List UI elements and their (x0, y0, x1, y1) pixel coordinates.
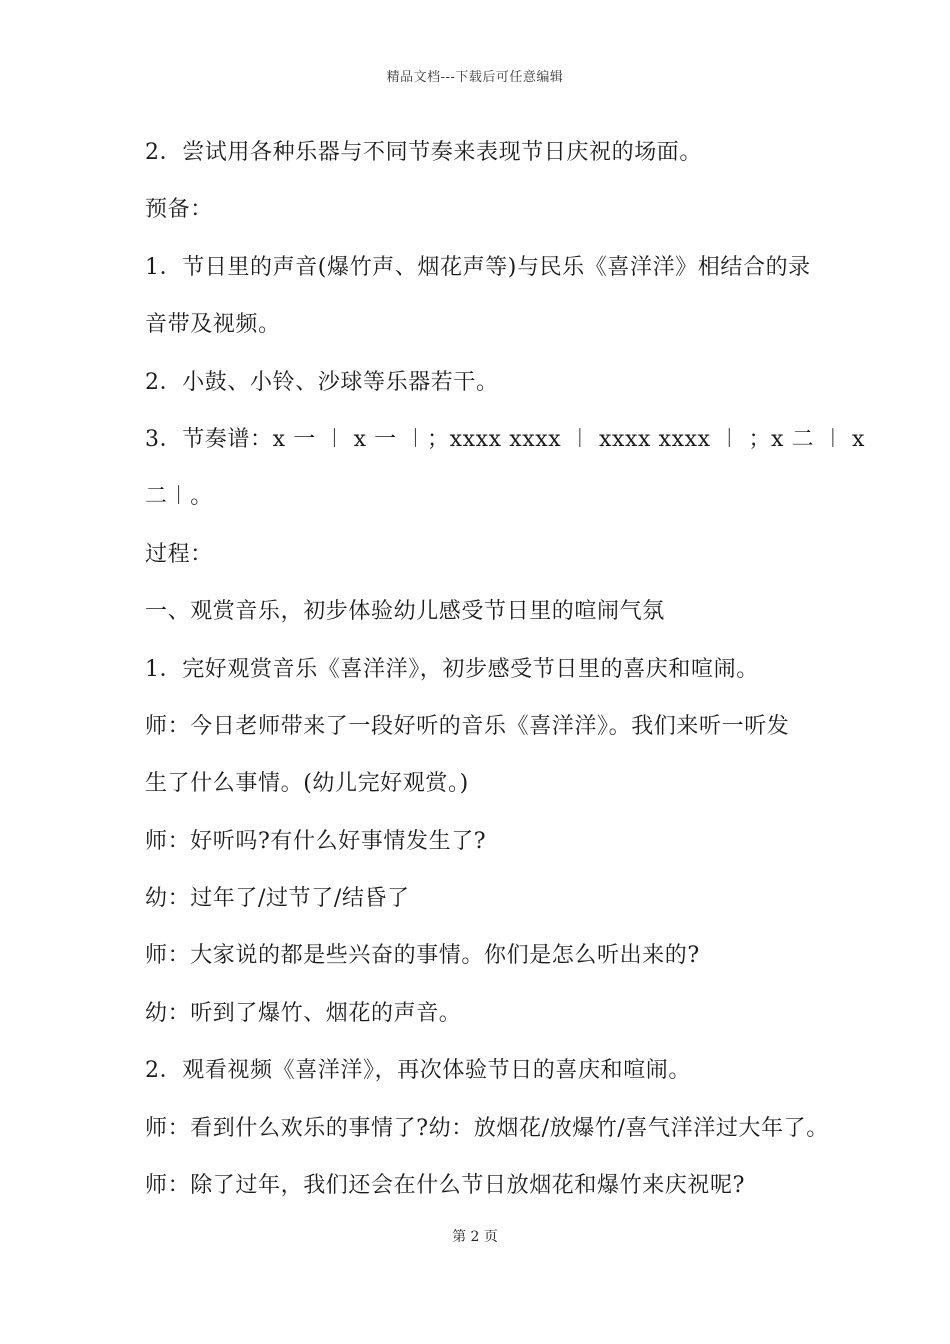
body-line: 音带及视频。 (145, 312, 281, 338)
body-line: 2．小鼓、小铃、沙球等乐器若干。 (145, 369, 499, 395)
dialogue-line: 师：看到什么欢乐的事情了?幼：放烟花/放爆竹/喜气洋洋过大年了。 (145, 1115, 829, 1141)
dialogue-line: 幼：听到了爆竹、烟花的声音。 (145, 1000, 462, 1026)
dialogue-line: 师：好听吗?有什么好事情发生了? (145, 828, 487, 854)
body-line: 1．节日里的声音(爆竹声、烟花声等)与民乐《喜洋洋》相结合的录 (145, 254, 811, 280)
page-number: 第 2 页 (452, 1229, 498, 1245)
section-heading: 过程： (145, 541, 213, 567)
page-header: 精品文档---下载后可任意编辑 (386, 70, 564, 85)
body-line: 2．尝试用各种乐器与不同节奏来表现节日庆祝的场面。 (145, 140, 702, 165)
body-line: 2．观看视频《喜洋洋》，再次体验节日的喜庆和喧闹。 (145, 1058, 691, 1084)
document-body (145, 128, 866, 1218)
body-line: 预备： (145, 197, 213, 223)
dialogue-line: 师：大家说的都是些兴奋的事情。你们是怎么听出来的? (145, 943, 700, 969)
dialogue-line: 师：今日老师带来了一段好听的音乐《喜洋洋》。我们来听一听发 (145, 713, 790, 739)
body-line: 1．完好观赏音乐《喜洋洋》，初步感受节日里的喜庆和喧闹。 (145, 656, 759, 682)
rhythm-notation-line: 二︱。 (145, 484, 213, 510)
dialogue-line: 幼：过年了/过节了/结昏了 (145, 886, 410, 912)
dialogue-line: 生了什么事情。(幼儿完好观赏。) (145, 771, 469, 797)
dialogue-line: 师：除了过年，我们还会在什么节日放烟花和爆竹来庆祝呢? (145, 1173, 745, 1199)
section-heading: 一、观赏音乐，初步体验幼儿感受节日里的喧闹气氛 (145, 599, 665, 625)
rhythm-notation-line: 3．节奏谱：x 一 ︱ x 一 ︱；xxxx xxxx ︱ xxxx xxxx ︱ ；x 二 ︱ x (145, 426, 866, 452)
